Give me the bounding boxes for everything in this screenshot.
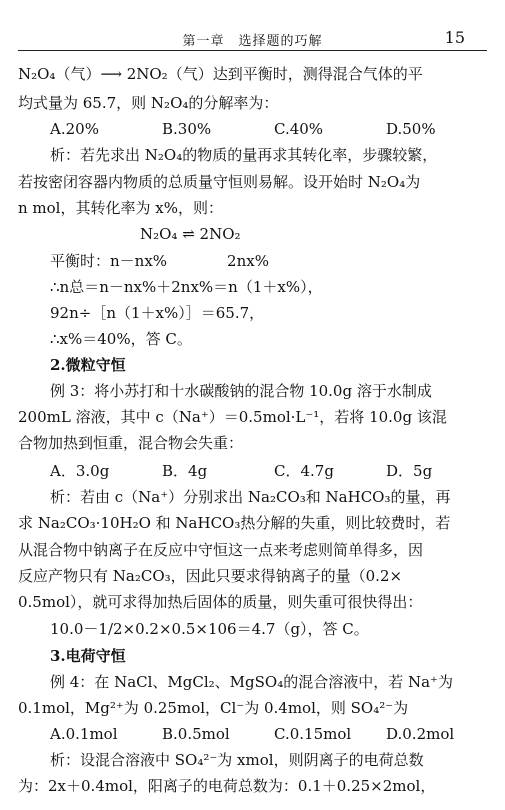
text-line: 均式量为 65.7，则 N₂O₄的分解率为： (18, 94, 279, 112)
option-c: C．4.7g (274, 462, 334, 480)
text-line: 200mL 溶液，其中 c（Na⁺）＝0.5mol·L⁻¹，若将 10.0g 该混 (18, 408, 447, 426)
option-c: C.0.15mol (274, 725, 352, 743)
options-row (50, 724, 491, 744)
text-line: 求 Na₂CO₃·10H₂O 和 NaHCO₃热分解的失重，则比较费时，若 (18, 514, 451, 532)
text-line: 反应产物只有 Na₂CO₃，因此只要求得钠离子的量（0.2× (18, 567, 403, 585)
text-line: 0.1mol，Mg²⁺为 0.25mol，Cl⁻为 0.4mol，则 SO₄²⁻为 (18, 699, 409, 717)
text-line: ∴x%＝40%，答 C。 (50, 330, 192, 348)
text-line: N₂O₄（气）⟶ 2NO₂（气）达到平衡时，测得混合气体的平 (18, 65, 423, 83)
text-line: 例 4：在 NaCl、MgCl₂、MgSO₄的混合溶液中，若 Na⁺为 (50, 673, 453, 691)
option-c: C.40% (274, 120, 324, 138)
option-d: D．5g (386, 462, 433, 480)
text-line: 0.5mol），就可求得加热后固体的质量，则失重可很快得出： (18, 593, 423, 611)
text-line: 析：若由 c（Na⁺）分别求出 Na₂CO₃和 NaHCO₃的量，再 (50, 488, 451, 506)
text-line: 析：设混合溶液中 SO₄²⁻为 xmol，则阴离子的电荷总数 (50, 751, 424, 769)
option-d: D.50% (386, 120, 436, 138)
page-number: 15 (444, 28, 465, 47)
text-line: 平衡时：n－nx% 2nx% (50, 252, 269, 270)
option-a: A.20% (50, 120, 99, 138)
equation-line: N₂O₄ ⇌ 2NO₂ (140, 225, 241, 243)
option-b: B．4g (162, 462, 208, 480)
text-line: n mol，其转化率为 x%，则： (18, 199, 223, 217)
text-line: 10.0－1/2×0.2×0.5×106＝4.7（g），答 C。 (50, 620, 369, 638)
section-heading: 2.微粒守恒 (50, 356, 126, 374)
option-b: B.0.5mol (162, 725, 230, 743)
options-row (50, 461, 491, 481)
text-line: 例 3：将小苏打和十水碳酸钠的混合物 10.0g 溶于水制成 (50, 382, 432, 400)
page-header (18, 24, 487, 51)
option-d: D.0.2mol (386, 725, 455, 743)
text-line: 若按密闭容器内物质的总质量守恒则易解。设开始时 N₂O₄为 (18, 173, 421, 191)
text-line: 为：2x＋0.4mol，阳离子的电荷总数为：0.1＋0.25×2mol， (18, 777, 436, 795)
option-a: A.0.1mol (50, 725, 118, 743)
text-line: 析：若先求出 N₂O₄的物质的量再求其转化率，步骤较繁， (50, 146, 438, 164)
option-b: B.30% (162, 120, 212, 138)
options-row (50, 119, 491, 139)
text-line: 合物加热到恒重，混合物会失重： (18, 434, 244, 452)
text-line: ∴n总＝n－nx%＋2nx%＝n（1＋x%）， (50, 278, 323, 296)
chapter-title: 第一章 选择题的巧解 (182, 34, 323, 49)
option-a: A．3.0g (50, 462, 110, 480)
text-line: 从混合物中钠离子在反应中守恒这一点来考虑则简单得多，因 (18, 541, 424, 559)
text-line: 92n÷［n（1＋x%）］＝65.7， (50, 304, 265, 322)
section-heading: 3.电荷守恒 (50, 647, 126, 665)
